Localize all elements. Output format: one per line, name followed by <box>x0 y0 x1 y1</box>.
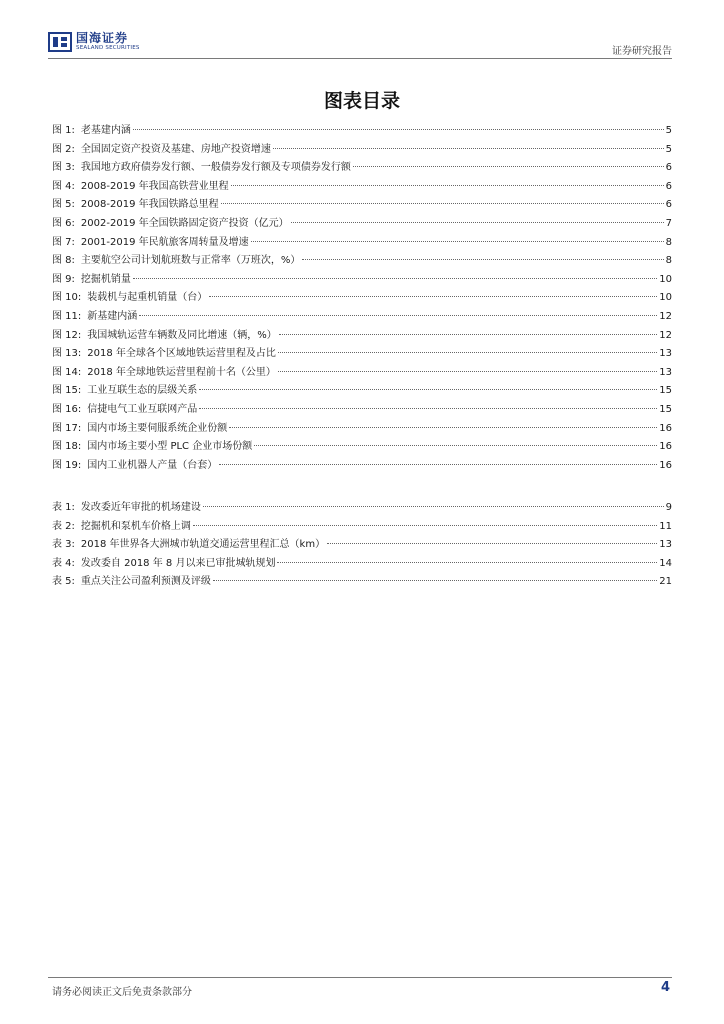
entry-page-number: 12 <box>659 329 672 341</box>
entry-title: 发改委自 2018 年 8 月以来已审批城轨规划 <box>80 557 276 569</box>
figure-entry[interactable] <box>52 177 672 196</box>
entry-label: 图 1: <box>52 125 75 136</box>
figure-entry[interactable] <box>52 326 672 345</box>
entry-title: 主要航空公司计划航班数与正常率（万班次，%） <box>80 255 301 267</box>
figure-entry[interactable] <box>52 270 672 289</box>
entry-title: 装载机与起重机销量（台） <box>87 292 208 304</box>
dot-leader <box>199 408 657 409</box>
entry-page-number: 6 <box>665 199 672 211</box>
entry-label: 表 4: <box>52 557 75 569</box>
entry-title: 国内市场主要伺服系统企业份额 <box>87 422 228 434</box>
entry-label: 表 3: <box>52 539 75 551</box>
dot-leader <box>229 427 657 428</box>
logo-english-name: SEALAND SECURITIES <box>76 45 140 52</box>
entry-page-number: 11 <box>659 520 672 532</box>
dot-leader <box>219 464 657 465</box>
entry-page-number: 21 <box>659 576 672 588</box>
entry-label: 表 1: <box>52 502 75 513</box>
entry-page-number: 16 <box>659 459 672 471</box>
entry-page-number: 10 <box>659 273 672 285</box>
entry-label: 图 15: <box>52 385 82 397</box>
dot-leader <box>133 129 664 130</box>
figure-list <box>52 121 672 474</box>
dot-leader <box>209 296 657 297</box>
entry-title: 2001-2019 年民航旅客周转量及增速 <box>80 236 249 248</box>
entry-page-number: 8 <box>665 236 672 248</box>
dot-leader <box>279 334 657 335</box>
entry-page-number: 13 <box>659 366 672 378</box>
entry-page-number: 10 <box>659 292 672 304</box>
entry-title: 我国城轨运营车辆数及同比增速（辆，%） <box>87 329 277 341</box>
footer-divider <box>48 977 672 978</box>
entry-label: 图 2: <box>52 143 75 155</box>
entry-label: 表 2: <box>52 520 75 532</box>
table-entry[interactable] <box>52 535 672 554</box>
logo-chinese-name: 国海证券 <box>76 31 129 46</box>
dot-leader <box>221 203 664 204</box>
entry-title: 2018 年全球地铁运营里程前十名（公里） <box>87 366 276 378</box>
figure-entry[interactable] <box>52 381 672 400</box>
figure-entry[interactable] <box>52 307 672 326</box>
entry-title: 我国地方政府债券发行额、一般债券发行额及专项债券发行额 <box>80 162 351 174</box>
dot-leader <box>302 259 663 260</box>
entry-label: 图 8: <box>52 255 75 267</box>
entry-title: 全国固定资产投资及基建、房地产投资增速 <box>80 143 271 155</box>
header-divider <box>48 58 672 59</box>
entry-label: 图 13: <box>52 348 82 360</box>
dot-leader <box>254 445 657 446</box>
page-number: 4 <box>660 980 670 995</box>
entry-page-number: 5 <box>665 125 672 136</box>
entry-label: 图 17: <box>52 422 82 434</box>
dot-leader <box>203 506 664 507</box>
dot-leader <box>213 580 657 581</box>
dot-leader <box>353 166 664 167</box>
figure-entry[interactable] <box>52 419 672 438</box>
entry-page-number: 16 <box>659 441 672 453</box>
entry-title: 信捷电气工业互联网产品 <box>87 403 198 415</box>
entry-label: 图 14: <box>52 366 82 378</box>
table-entry[interactable] <box>52 498 672 517</box>
entry-page-number: 12 <box>659 310 672 322</box>
entry-label: 图 3: <box>52 162 75 174</box>
dot-leader <box>139 315 657 316</box>
figure-entry[interactable] <box>52 158 672 177</box>
entry-title: 重点关注公司盈利预测及评级 <box>80 576 211 588</box>
entry-page-number: 15 <box>659 385 672 397</box>
entry-label: 图 5: <box>52 199 75 211</box>
entry-page-number: 6 <box>665 162 672 174</box>
entry-title: 发改委近年审批的机场建设 <box>80 502 201 513</box>
entry-label: 图 9: <box>52 273 75 285</box>
entry-label: 图 10: <box>52 292 82 304</box>
page-header <box>48 32 672 56</box>
entry-title: 老基建内涵 <box>80 125 131 136</box>
figure-entry[interactable] <box>52 400 672 419</box>
dot-leader <box>273 148 664 149</box>
entry-title: 2008-2019 年我国高铁营业里程 <box>80 180 229 192</box>
entry-label: 表 5: <box>52 576 75 588</box>
entry-page-number: 16 <box>659 422 672 434</box>
sealand-logo-icon <box>48 32 72 52</box>
dot-leader <box>199 389 657 390</box>
figure-entry[interactable] <box>52 214 672 233</box>
figure-entry[interactable] <box>52 456 672 475</box>
dot-leader <box>231 185 664 186</box>
table-entry[interactable] <box>52 554 672 573</box>
dot-leader <box>251 241 664 242</box>
entry-page-number: 5 <box>665 143 672 155</box>
entry-title: 工业互联生态的层级关系 <box>87 385 198 397</box>
entry-title: 新基建内涵 <box>87 310 138 322</box>
figure-entry[interactable] <box>52 140 672 159</box>
entry-page-number: 13 <box>659 348 672 360</box>
dot-leader <box>277 562 657 563</box>
dot-leader <box>278 371 657 372</box>
figure-entry[interactable] <box>52 121 672 140</box>
figure-entry[interactable] <box>52 251 672 270</box>
table-entry[interactable] <box>52 517 672 536</box>
entry-label: 图 18: <box>52 441 82 453</box>
figure-entry[interactable] <box>52 363 672 382</box>
figure-entry[interactable] <box>52 344 672 363</box>
figure-entry[interactable] <box>52 233 672 252</box>
page-title: 图表目录 <box>323 90 400 112</box>
entry-page-number: 14 <box>659 557 672 569</box>
entry-page-number: 7 <box>665 217 672 229</box>
entry-label: 图 7: <box>52 236 75 248</box>
company-logo <box>48 32 140 52</box>
entry-title: 2018 年全球各个区域地铁运营里程及占比 <box>87 348 276 360</box>
disclaimer-text: 请务必阅读正文后免责条款部分 <box>52 987 192 998</box>
entry-title: 2002-2019 年全国铁路固定资产投资（亿元） <box>80 217 289 229</box>
table-list <box>52 498 672 591</box>
entry-title: 挖掘机销量 <box>80 273 131 285</box>
dot-leader <box>133 278 657 279</box>
entry-page-number: 15 <box>659 403 672 415</box>
entry-page-number: 8 <box>665 255 672 267</box>
report-type: 证券研究报告 <box>612 46 672 57</box>
entry-label: 图 11: <box>52 310 82 322</box>
entry-label: 图 6: <box>52 217 75 229</box>
entry-label: 图 4: <box>52 180 75 192</box>
entry-page-number: 6 <box>665 180 672 192</box>
entry-title: 国内工业机器人产量（台套） <box>87 459 218 471</box>
entry-page-number: 9 <box>665 502 672 513</box>
entry-label: 图 12: <box>52 329 82 341</box>
figure-entry[interactable] <box>52 195 672 214</box>
dot-leader <box>193 525 657 526</box>
dot-leader <box>278 352 657 353</box>
entry-title: 2018 年世界各大洲城市轨道交通运营里程汇总（km） <box>80 539 326 551</box>
entry-title: 2008-2019 年我国铁路总里程 <box>80 199 219 211</box>
figure-entry[interactable] <box>52 288 672 307</box>
figure-entry[interactable] <box>52 437 672 456</box>
entry-title: 国内市场主要小型 PLC 企业市场份额 <box>87 441 253 453</box>
entry-page-number: 13 <box>659 539 672 551</box>
table-entry[interactable] <box>52 572 672 591</box>
dot-leader <box>291 222 664 223</box>
dot-leader <box>327 543 657 544</box>
entry-title: 挖掘机和泵机车价格上调 <box>80 520 191 532</box>
entry-label: 图 16: <box>52 403 82 415</box>
entry-label: 图 19: <box>52 459 82 471</box>
